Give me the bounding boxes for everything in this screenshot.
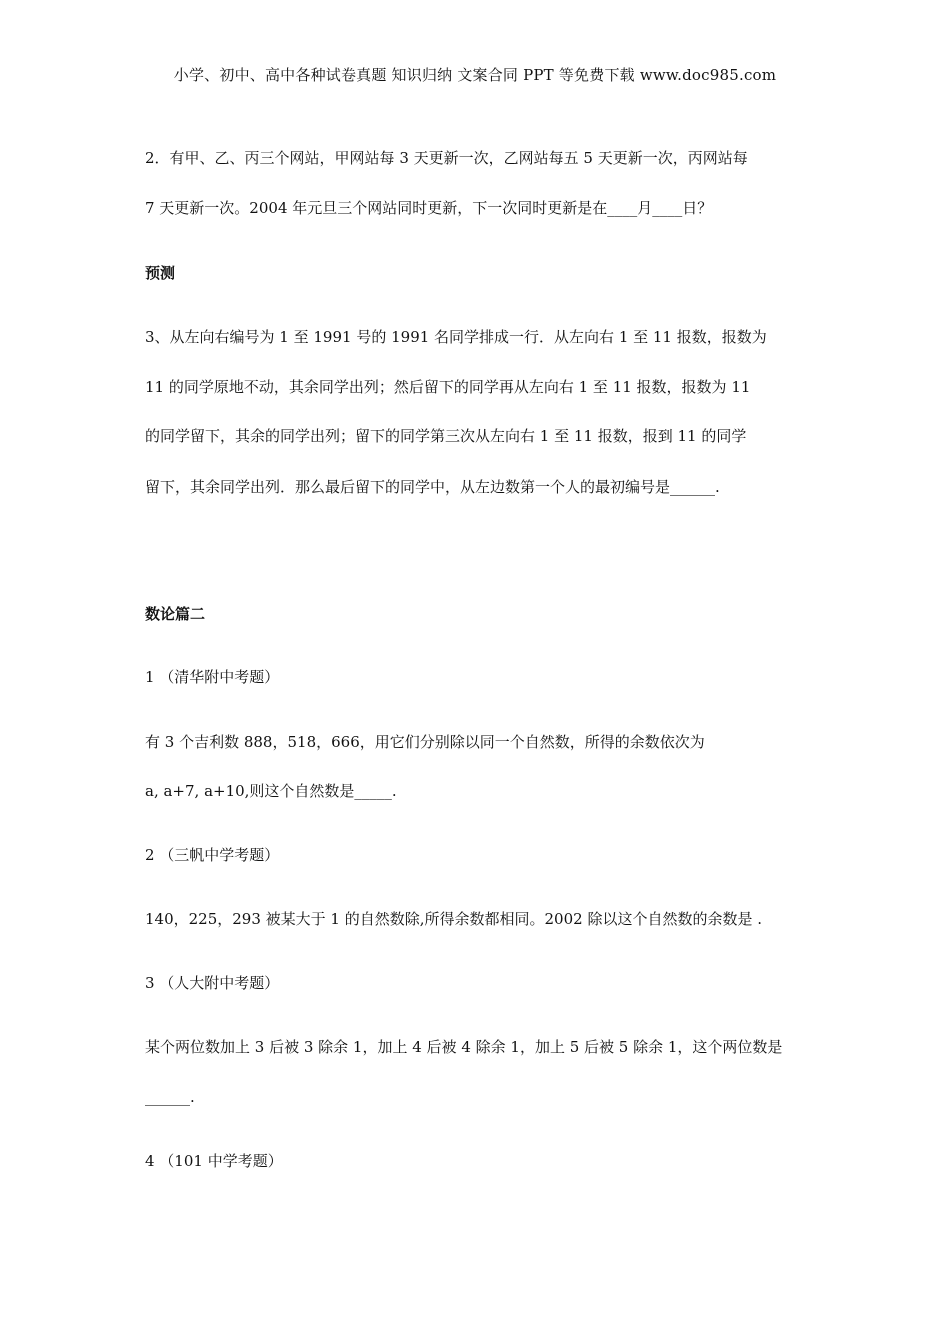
nt2-line-1: 140，225，293 被某大于 1 的自然数除,所得余数都相同。2002 除以这个自然数的余数是 . — [145, 910, 762, 928]
page-header: 小学、初中、高中各种试卷真题 知识归纳 文案合同 PPT 等免费下载 www.doc985.com — [173, 66, 777, 84]
q2-line-2: 7 天更新一次。2004 年元旦三个网站同时更新，下一次同时更新是在____月____日？ — [145, 199, 713, 217]
nt3-line-1: 某个两位数加上 3 后被 3 除余 1，加上 4 后被 4 除余 1，加上 5 后被 5 除余 1，这个两位数是 — [145, 1038, 783, 1056]
section-title-number-theory: 数论篇二 — [145, 605, 206, 623]
nt4-source: 4 （101 中学考题） — [145, 1152, 283, 1170]
q3-line-2: 11 的同学原地不动，其余同学出列；然后留下的同学再从左向右 1 至 11 报数，报数为 11 — [145, 378, 751, 396]
q3-line-1: 3、从左向右编号为 1 至 1991 号的 1991 名同学排成一行．从左向右 1 至 11 报数，报数为 — [145, 328, 767, 346]
nt3-line-2: ______. — [145, 1088, 195, 1106]
nt3-source: 3 （人大附中考题） — [145, 974, 280, 992]
q3-line-4: 留下，其余同学出列．那么最后留下的同学中，从左边数第一个人的最初编号是______. — [145, 478, 720, 496]
q3-line-3: 的同学留下，其余的同学出列；留下的同学第三次从左向右 1 至 11 报数，报到 11 的同学 — [145, 427, 747, 445]
nt1-line-1: 有 3 个吉利数 888，518，666，用它们分别除以同一个自然数，所得的余数依次为 — [145, 733, 705, 751]
section-title-predict: 预测 — [145, 264, 176, 282]
nt2-source: 2 （三帆中学考题） — [145, 846, 280, 864]
nt1-source: 1 （清华附中考题） — [145, 668, 280, 686]
q2-line-1: 2．有甲、乙、丙三个网站，甲网站每 3 天更新一次，乙网站每五 5 天更新一次，丙网站每 — [145, 149, 748, 167]
nt1-line-2: a, a+7, a+10,则这个自然数是_____. — [145, 782, 397, 800]
